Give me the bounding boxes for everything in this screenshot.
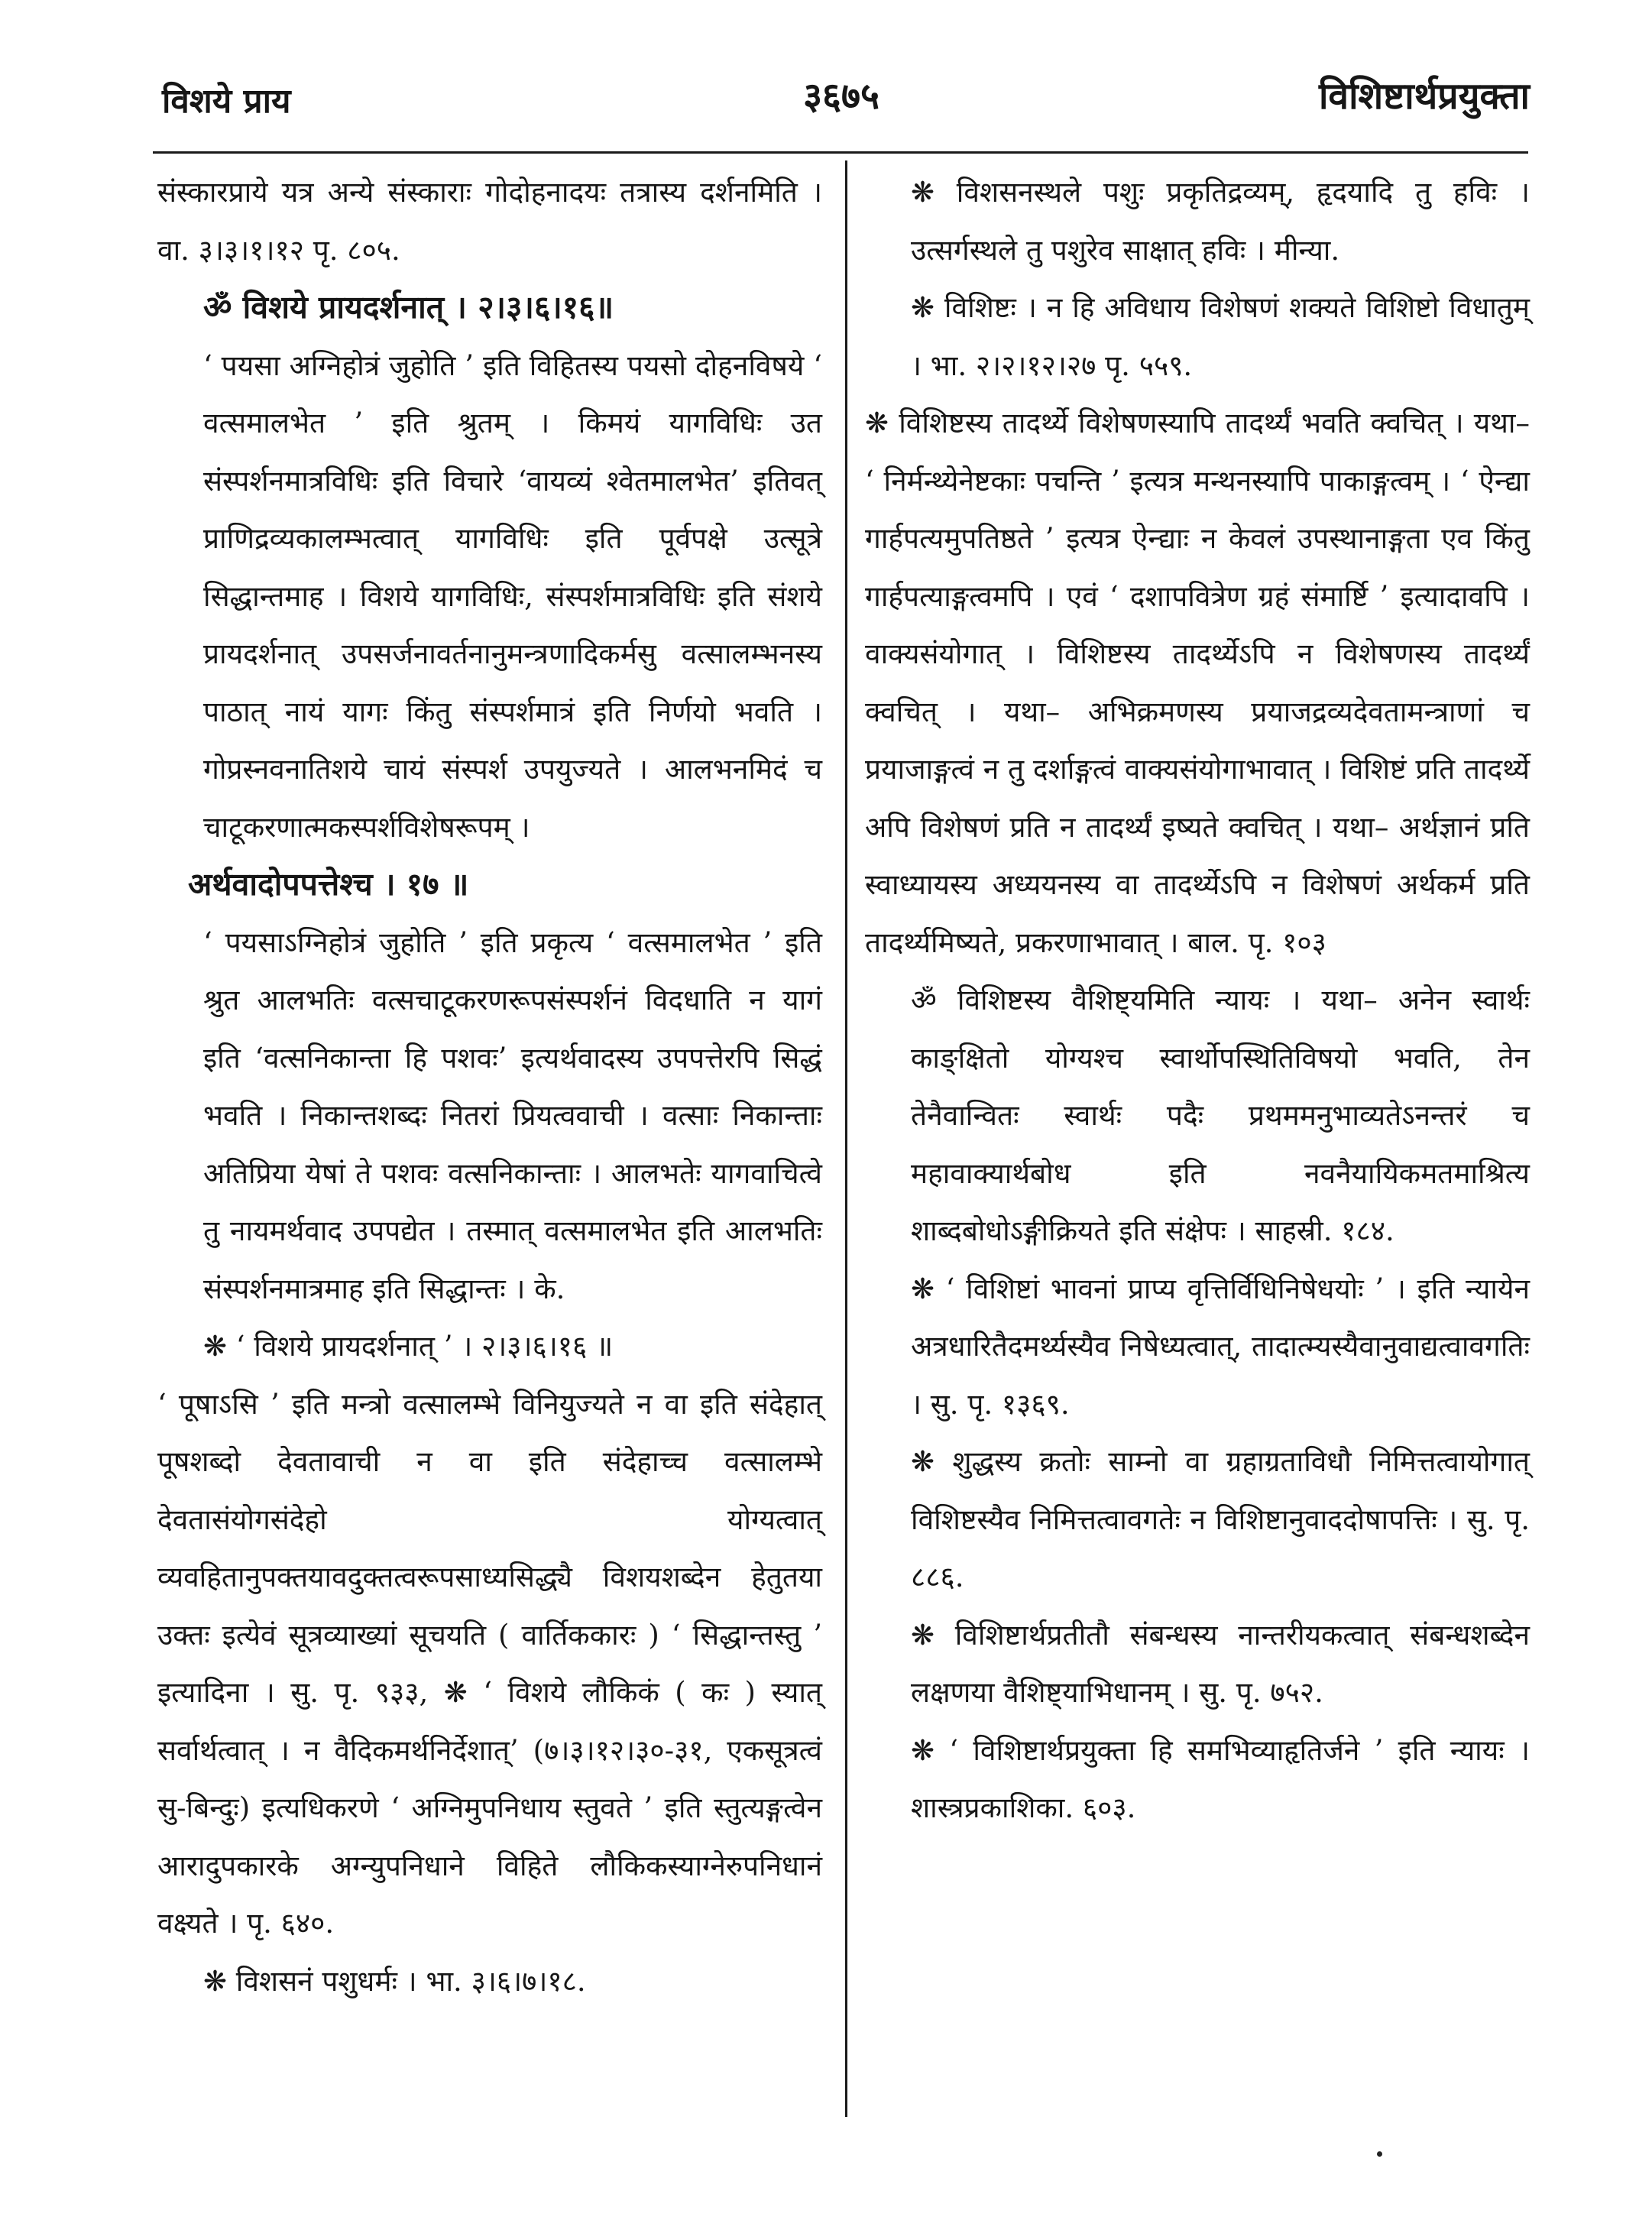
page-header xyxy=(153,70,1530,131)
right-entry-visistasya-tadarthye: ❋ विशिष्टस्य तादर्थ्ये विशेषणस्यापि तादर्थ्यं भवति क्वचित् । यथा– ‘ निर्मन्थ्येनेष्टकाः पचन्ति ’ इत्यत्र मन्थनस्यापि पाकाङ्गत्वम् । ‘ ऐन्द्या गार्हपत्यमुपतिष्ठते ’ इत्यत्र ऐन्द्याः न केवलं उपस्थानाङ्गता एव किंतु गार्हपत्याङ्गत्वमपि । एवं ‘ दशापवित्रेण ग्रहं संमार्ष्टि ’ इत्यादावपि । वाक्यसंयोगात् । विशिष्टस्य तादर्थ्येऽपि न विशेषणस्य तादर्थ्यं क्वचित् । यथा– अभिक्रमणस्य प्रयाजद्रव्यदेवतामन्त्राणां च प्रयाजाङ्गत्वं न तु दर्शाङ्गत्वं वाक्यसंयोगाभावात् । विशिष्टं प्रति तादर्थ्ये अपि विशेषणं प्रति न तादर्थ्यं इष्यते क्वचित् । यथा– अर्थज्ञानं प्रति स्वाध्यायस्य अध्ययनस्य वा तादर्थ्येऽपि न विशेषणं अर्थकर्म प्रति तादर्थ्यमिष्यते, प्रकरणाभावात् । बाल. पृ. १०३ xyxy=(865,407,1530,959)
right-column xyxy=(865,164,1530,1837)
left-para-4: ‘ पूषाऽसि ’ इति मन्त्रो वत्सालम्भे विनियुज्यते न वा इति संदेहात् पूषशब्दो देवतावाची न वा इति संदेहाच्च वत्सालम्भे देवतासंयोगसंदेहो योग्यत्वात् व्यवहितानुपक्तयावदुक्तत्वरूपसाध्यसिद्ध्यै विशयशब्देन हेतुतया उक्तः इत्येवं सूत्रव्याख्यां सूचयति ( वार्तिककारः ) ‘ सिद्धान्तस्तु ’ इत्यादिना । सु. पृ. ९३३, ❋ ‘ विशये लौकिकं ( कः ) स्यात् सर्वार्थत्वात् । न वैदिकमर्थनिर्देशात्’ (७।३।१२।३०-३१, एकसूत्रत्वं सु-बिन्दुः) इत्यधिकरणे ‘ अग्निमुपनिधाय स्तुवते ’ इति स्तुत्यङ्गत्वेन आरादुपकारके अग्न्युपनिधाने विहिते लौकिकस्याग्नेरुपनिधानं वक्ष्यते । पृ. ६४०. xyxy=(157,1387,822,1940)
page-number: ३६७५ xyxy=(803,75,879,118)
left-para-1: संस्कारप्राये यत्र अन्ये संस्काराः गोदोहनादयः तत्रास्य दर्शनमिति । वा. ३।३।१।१२ पृ. ८०५. xyxy=(157,176,822,267)
column-divider xyxy=(845,160,847,2117)
right-entry-visistah: ❋ विशिष्टः । न हि अविधाय विशेषणं शक्यते विशिष्टो विधातुम् । भा. २।२।१२।२७ पृ. ५५९. xyxy=(911,291,1530,382)
right-entry-visistartha-prayukta: ❋ ‘ विशिष्टार्थप्रयुक्ता हि समभिव्याहृतिर्जने ’ इति न्यायः । शास्त्रप्रकाशिका. ६०३. xyxy=(911,1733,1530,1824)
left-entry-visaye: ❋ ‘ विशये प्रायदर्शनात् ’ । २।३।६।१६ ॥ xyxy=(203,1330,614,1363)
right-entry-visasanasthale: ❋ विशसनस्थले पशुः प्रकृतिद्रव्यम्, हृदयादि तु हविः । उत्सर्गस्थले तु पशुरेव साक्षात् हविः । मीन्या. xyxy=(911,176,1530,267)
left-column xyxy=(157,164,822,2010)
left-para-3: ‘ पयसाऽग्निहोत्रं जुहोति ’ इति प्रकृत्य ‘ वत्समालभेत ’ इति श्रुत आलभतिः वत्सचाटूकरणरूपसंस्पर्शनं विदधाति न यागं इति ‘वत्सनिकान्ता हि पशवः’ इत्यर्थवादस्य उपपत्तेरपि सिद्धं भवति । निकान्तशब्दः नितरां प्रियत्ववाची । वत्साः निकान्ताः अतिप्रिया येषां ते पशवः वत्सनिकान्ताः । आलभतेः यागवाचित्वे तु नायमर्थवाद उपपद्येत । तस्मात् वत्समालभेत इति आलभतिः संस्पर्शनमात्रमाह इति सिद्धान्तः । के. xyxy=(203,925,822,1305)
ink-dot xyxy=(1377,2151,1382,2157)
left-heading-2: अर्थवादोपपत्तेश्च । १७ ॥ xyxy=(188,866,469,903)
header-rule xyxy=(153,151,1528,154)
right-entry-suddhasya-kratoh: ❋ शुद्धस्य क्रतोः साम्नो वा ग्रहाग्रताविधौ निमित्तत्वायोगात् विशिष्टस्यैव निमित्तत्वावगतेः न विशिष्टानुवाददोषापत्तिः । सु. पृ. ८८६. xyxy=(911,1445,1530,1593)
left-heading-1: ॐ विशये प्रायदर्शनात् । २।३।६।१६॥ xyxy=(203,289,614,326)
left-para-2: ‘ पयसा अग्निहोत्रं जुहोति ’ इति विहितस्य पयसो दोहनविषये ‘ वत्समालभेत ’ इति श्रुतम् । किमयं यागविधिः उत संस्पर्शनमात्रविधिः इति विचारे ‘वायव्यं श्वेतमालभेत’ इतिवत् प्राणिद्रव्यकालम्भत्वात् यागविधिः इति पूर्वपक्षे उत्सूत्रे सिद्धान्तमाह । विशये यागविधिः, संस्पर्शमात्रविधिः इति संशये प्रायदर्शनात् उपसर्जनावर्तनानुमन्त्रणादिकर्मसु वत्सालम्भनस्य पाठात् नायं यागः किंतु संस्पर्शमात्रं इति निर्णयो भवति । गोप्रस्नवनातिशये चायं संस्पर्श उपयुज्यते । आलभनमिदं च चाटूकरणात्मकस्पर्शविशेषरूपम् । xyxy=(203,348,822,844)
header-left-catchword: विशये प्राय xyxy=(162,82,291,121)
right-entry-visistam-bhavanam: ❋ ‘ विशिष्टां भावनां प्राप्य वृत्तिर्विधिनिषेधयोः ’ । इति न्यायेन अत्रधारितैदमर्थ्यस्यैव निषेध्यत्वात्, तादात्म्यस्यैवानुवाद्यत्वावगतिः । सु. पृ. १३६९. xyxy=(911,1272,1530,1421)
header-right-catchword: विशिष्टार्थप्रयुक्ता xyxy=(1318,75,1530,118)
right-heading-nyaya: ॐ विशिष्टस्य वैशिष्ट्यमिति न्यायः । यथा– अनेन स्वार्थः काङ्क्षितो योग्यश्च स्वार्थोपस्थितिविषयो भवति, तेन तेनैवान्वितः स्वार्थः पदैः प्रथममनुभाव्यतेऽनन्तरं च महावाक्यार्थबोध इति नवनैयायिकमतमाश्रित्य शाब्दबोधोऽङ्गीक्रियते इति संक्षेपः । साहस्री. १८४. xyxy=(911,984,1530,1247)
left-entry-visasanam: ❋ विशसनं पशुधर्मः । भा. ३।६।७।१८. xyxy=(203,1964,586,1998)
right-entry-visistartha-pratitau: ❋ विशिष्टार्थप्रतीतौ संबन्धस्य नान्तरीयकत्वात् संबन्धशब्देन लक्षणया वैशिष्ट्याभिधानम् । सु. पृ. ७५२. xyxy=(911,1618,1530,1709)
